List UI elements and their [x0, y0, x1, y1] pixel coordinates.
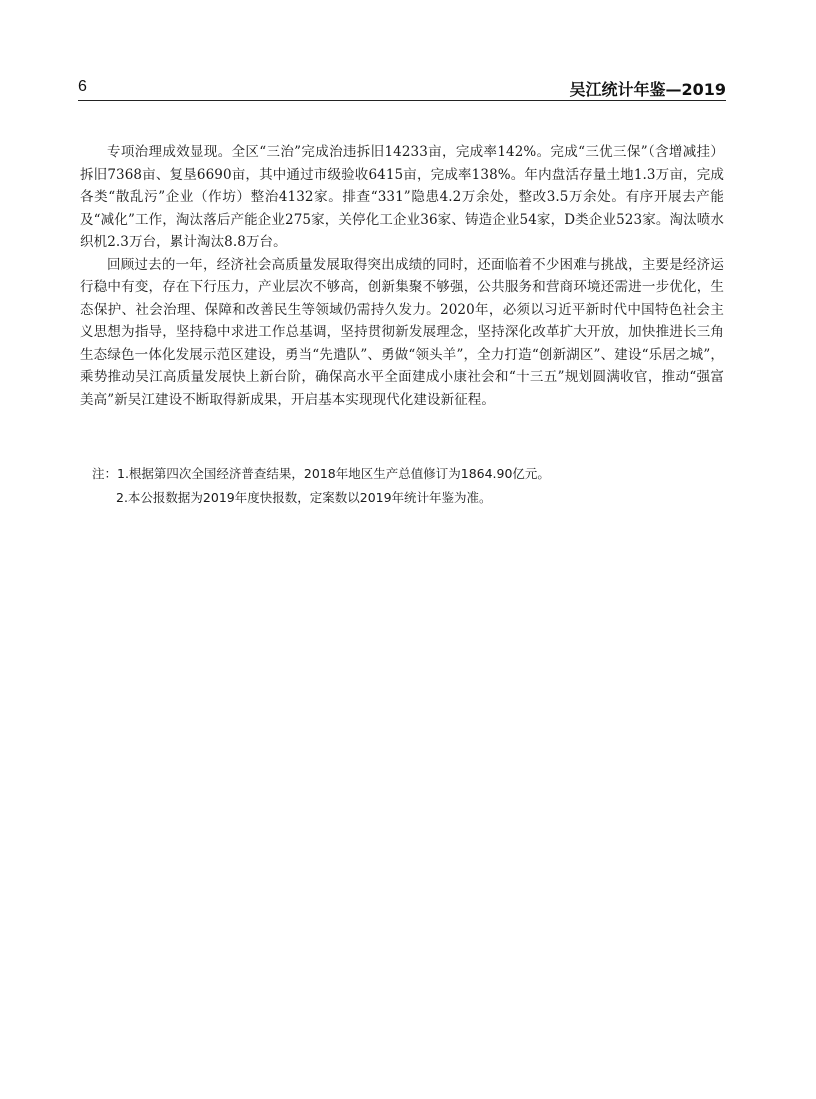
paragraph-review-and-outlook: 回顾过去的一年，经济社会高质量发展取得突出成绩的同时，还面临着不少困难与挑战，主要是经济运行稳中有变，存在下行压力，产业层次不够高，创新集聚不够强，公共服务和营商环境还需进一步优化，生态保护、社会治理、保障和改善民生等领域仍需持久发力。2020年，必须以习近平新时代中国特色社会主义思想为指导，坚持稳中求进工作总基调，坚持贯彻新发展理念，坚持深化改革扩大开放，加快推进长三角生态绿色一体化发展示范区建设，勇当“先遣队”、勇做“领头羊”，全力打造“创新湖区”、建设“乐居之城”，乘势推动吴江高质量发展快上新台阶，确保高水平全面建成小康社会和“十三五”规划圆满收官，推动“强富美高”新吴江建设不断取得新成果，开启基本实现现代化建设新征程。 — [80, 256, 724, 408]
page-header — [78, 76, 726, 101]
page-number: 6 — [78, 78, 87, 95]
footnote-1: 注：1.根据第四次全国经济普查结果，2018年地区生产总值修订为1864.90亿元。 — [92, 466, 550, 481]
footnote-2: 2.本公报数据为2019年度快报数，定案数以2019年统计年鉴为准。 — [116, 490, 492, 505]
paragraph-special-governance: 专项治理成效显现。全区“三治”完成治违拆旧14233亩，完成率142%。完成“三优三保”（含增减挂）拆旧7368亩、复垦6690亩，其中通过市级验收6415亩，完成率138%。年内盘活存量土地1.3万亩，完成各类“散乱污”企业（作坊）整治4132家。排查“331”隐患4.2万余处，整改3.5万余处。有序开展去产能及“减化”工作，淘汰落后产能企业275家，关停化工企业36家、铸造企业54家，D类企业523家。淘汰喷水织机2.3万台，累计淘汰8.8万台。 — [80, 144, 724, 250]
footnotes — [92, 462, 724, 510]
body-text — [80, 141, 724, 411]
running-title: 吴江统计年鉴—2019 — [569, 80, 726, 99]
